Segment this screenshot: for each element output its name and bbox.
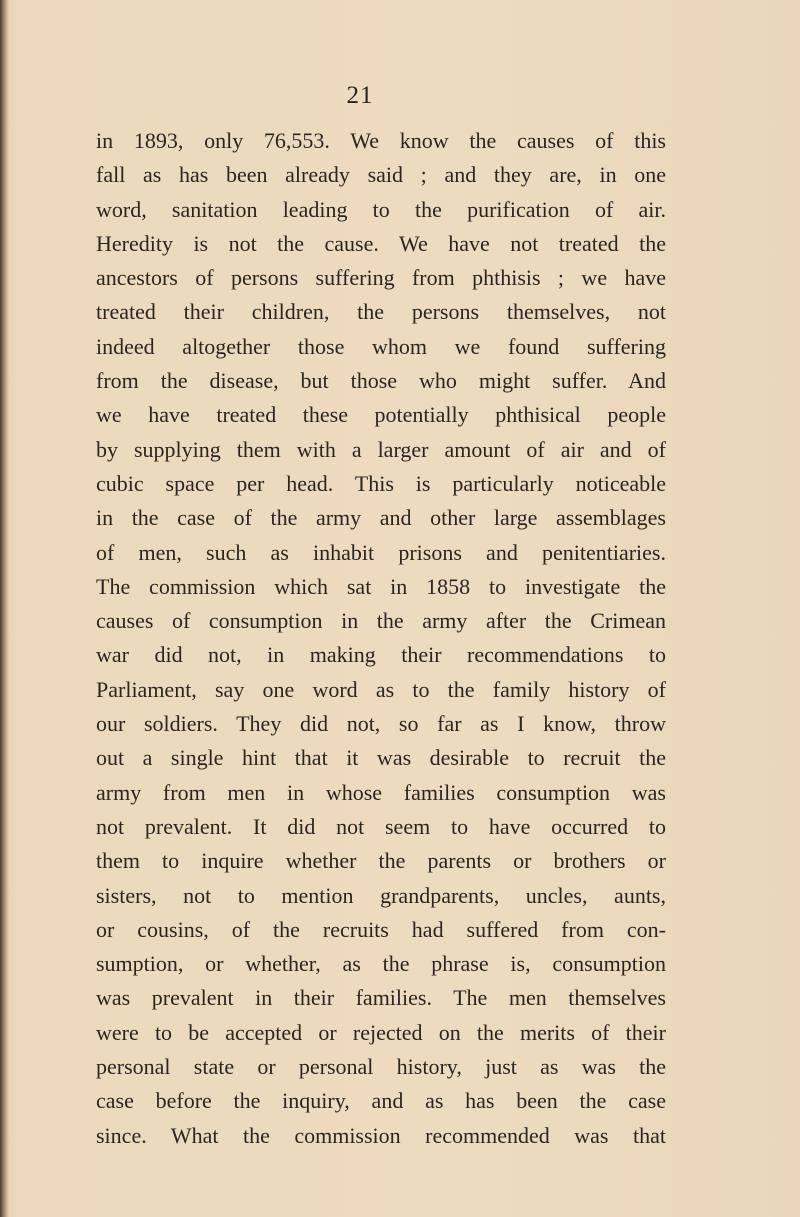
text-line: The commission which sat in 1858 to investigate the	[96, 573, 666, 599]
text-line: by supplying them with a larger amount of air and of	[96, 436, 666, 462]
page-number: 21	[346, 82, 374, 109]
text-line: we have treated these potentially phthisical people	[96, 402, 666, 428]
text-line: them to inquire whether the parents or brothers or	[96, 848, 666, 874]
page-binding-edge	[0, 0, 9, 1217]
text-line: in 1893, only 76,553. We know the causes of this	[96, 128, 666, 153]
text-line: sumption, or whether, as the phrase is, consumption	[96, 951, 666, 977]
text-line: or cousins, of the recruits had suffered from con-	[96, 916, 666, 942]
text-line: since. What the commission recommended was that	[96, 1122, 666, 1148]
text-line: war did not, in making their recommendations to	[96, 642, 666, 668]
text-line: ancestors of persons suffering from phthisis ; we have	[96, 265, 666, 291]
text-line: of men, such as inhabit prisons and penitentiaries.	[96, 539, 666, 565]
text-line: causes of consumption in the army after the Crimean	[96, 608, 666, 634]
text-line: out a single hint that it was desirable to recruit the	[96, 745, 666, 771]
text-line: from the disease, but those who might suffer. And	[96, 368, 666, 394]
text-line: Parliament, say one word as to the family history of	[96, 676, 666, 702]
text-line: was prevalent in their families. The men themselves	[96, 985, 666, 1011]
body-text	[96, 124, 666, 1153]
text-line: were to be accepted or rejected on the merits of their	[96, 1019, 666, 1045]
text-line: personal state or personal history, just as was the	[96, 1054, 666, 1080]
text-line: not prevalent. It did not seem to have occurred to	[96, 813, 666, 839]
text-line: our soldiers. They did not, so far as I know, throw	[96, 711, 666, 737]
text-line: sisters, not to mention grandparents, uncles, aunts,	[96, 882, 666, 908]
text-line: Heredity is not the cause. We have not treated the	[96, 230, 666, 256]
text-line: in the case of the army and other large assemblages	[96, 505, 666, 531]
text-line: treated their children, the persons themselves, not	[96, 299, 666, 325]
text-line: case before the inquiry, and as has been the case	[96, 1088, 666, 1114]
text-line: army from men in whose families consumption was	[96, 779, 666, 805]
text-line: word, sanitation leading to the purification of air.	[96, 196, 666, 222]
text-line: indeed altogether those whom we found suffering	[96, 333, 666, 359]
text-line: fall as has been already said ; and they are, in one	[96, 162, 666, 188]
text-line: cubic space per head. This is particularly noticeable	[96, 470, 666, 496]
